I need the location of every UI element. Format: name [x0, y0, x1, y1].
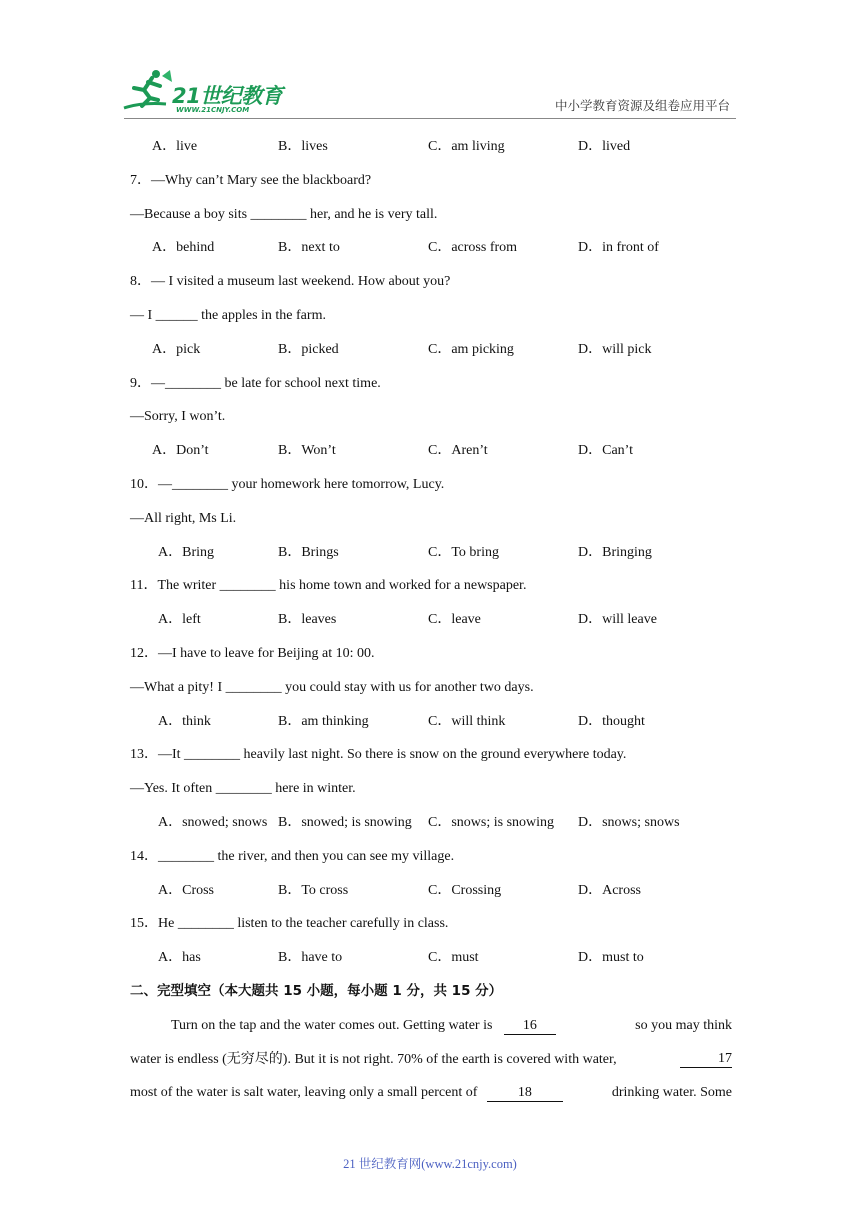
document-body [130, 130, 734, 1110]
option-a: A．behind [152, 240, 215, 256]
passage-text: Turn on the tap and the water comes out. Getting water is [171, 1017, 493, 1033]
blank-18[interactable]: 18 [487, 1085, 563, 1102]
option-b: B．leaves [278, 612, 337, 628]
option-a: A．left [158, 612, 201, 628]
option-d: D．will leave [578, 612, 657, 628]
option-c: C．Aren’t [428, 443, 488, 459]
passage-text: most of the water is salt water, leaving only a small percent of [130, 1085, 478, 1101]
option-b: B．am thinking [278, 713, 369, 729]
option-d: D．Across [578, 882, 641, 898]
option-c: C．will think [428, 713, 506, 729]
option-d: D．thought [578, 713, 645, 729]
q6-options [130, 130, 734, 164]
option-c: C．leave [428, 612, 481, 628]
blank-17[interactable]: 17 [680, 1051, 732, 1068]
question-14-stem: 14．________ the river, and then you can see my village. [130, 848, 455, 864]
option-b: B．Won’t [278, 443, 336, 459]
option-b: B．snowed; is snowing [278, 814, 412, 830]
option-a: A．has [158, 950, 201, 966]
logo-url-text: WWW.21CNJY.COM [176, 106, 250, 114]
question-8-options [130, 333, 734, 367]
question-11-options [130, 603, 734, 637]
question-14-options [130, 874, 734, 908]
option-b: B．lives [278, 139, 328, 154]
option-d: D．Bringing [578, 544, 652, 560]
question-9-reply: —Sorry, I won’t. [130, 409, 226, 425]
question-13-stem: 13．—It ________ heavily last night. So there is snow on the ground everywhere today. [130, 747, 627, 763]
question-13-reply: —Yes. It often ________ here in winter. [130, 781, 356, 797]
option-a: A．think [158, 713, 211, 729]
option-b: B．next to [278, 240, 340, 256]
option-b: B．picked [278, 341, 339, 357]
option-a: A．Don’t [152, 443, 209, 459]
question-7-reply: —Because a boy sits ________ her, and he is very tall. [130, 206, 438, 222]
logo [122, 68, 290, 118]
option-d: D．in front of [578, 240, 659, 256]
option-c: C．Crossing [428, 882, 502, 898]
option-a: A．pick [152, 341, 201, 357]
passage-text: water is endless (无穷尽的). But it is not right. 70% of the earth is covered with water, [130, 1051, 617, 1067]
section-2-title: 二、完型填空（本大题共 15 小题，每小题 1 分，共 15 分） [130, 982, 503, 999]
header-tagline: 中小学教育资源及组卷应用平台 [554, 98, 730, 113]
option-c: C．snows; is snowing [428, 814, 555, 830]
option-a: A．Cross [158, 882, 215, 898]
question-15-stem: 15．He ________ listen to the teacher carefully in class. [130, 916, 449, 932]
option-d: D．must to [578, 950, 644, 966]
option-a: A．snowed; snows [158, 814, 268, 830]
option-c: C．am picking [428, 341, 514, 357]
page-header [0, 0, 860, 125]
option-d: D．Can’t [578, 443, 633, 459]
option-b: B．Brings [278, 544, 339, 560]
option-a: A．Bring [158, 544, 214, 560]
passage-line-3 [130, 1076, 734, 1110]
question-15-options [130, 941, 734, 975]
cloze-passage [130, 1009, 734, 1110]
option-d: D．will pick [578, 341, 652, 357]
question-12-options [130, 705, 734, 739]
question-12-reply: —What a pity! I ________ you could stay with us for another two days. [130, 679, 534, 695]
question-11-stem: 11．The writer ________ his home town and worked for a newspaper. [130, 578, 527, 594]
passage-text: drinking water. Some [611, 1085, 732, 1101]
question-7-stem: 7．—Why can’t Mary see the blackboard? [130, 172, 372, 188]
question-12-stem: 12．—I have to leave for Beijing at 10: 00. [130, 645, 375, 661]
question-10-stem: 10．—________ your homework here tomorrow, Lucy. [130, 476, 445, 492]
passage-line-1 [130, 1009, 734, 1043]
page-footer: 21 世纪教育网(www.21cnjy.com) [343, 1157, 517, 1171]
option-c: C．must [428, 950, 479, 966]
passage-text: so you may think [635, 1017, 732, 1033]
option-b: B．To cross [278, 882, 349, 898]
question-9-stem: 9．—________ be late for school next time. [130, 375, 381, 391]
question-8-stem: 8．— I visited a museum last weekend. How about you? [130, 274, 451, 290]
option-c: C．am living [428, 139, 505, 154]
header-divider [124, 118, 736, 119]
question-10-options [130, 536, 734, 570]
passage-line-2 [130, 1043, 734, 1077]
question-10-reply: —All right, Ms Li. [130, 510, 237, 526]
question-9-options [130, 434, 734, 468]
logo-brand-text: 21世纪教育 [172, 84, 283, 108]
option-c: C．across from [428, 240, 518, 256]
option-d: D．lived [578, 139, 631, 154]
runner-logo-icon [122, 68, 174, 112]
option-d: D．snows; snows [578, 814, 680, 830]
blank-16[interactable]: 16 [504, 1018, 556, 1035]
option-a: A．live [152, 139, 198, 154]
question-7-options [130, 231, 734, 265]
question-13-options [130, 806, 734, 840]
option-c: C．To bring [428, 544, 499, 560]
option-b: B．have to [278, 950, 343, 966]
question-8-reply: — I ______ the apples in the farm. [130, 307, 326, 323]
